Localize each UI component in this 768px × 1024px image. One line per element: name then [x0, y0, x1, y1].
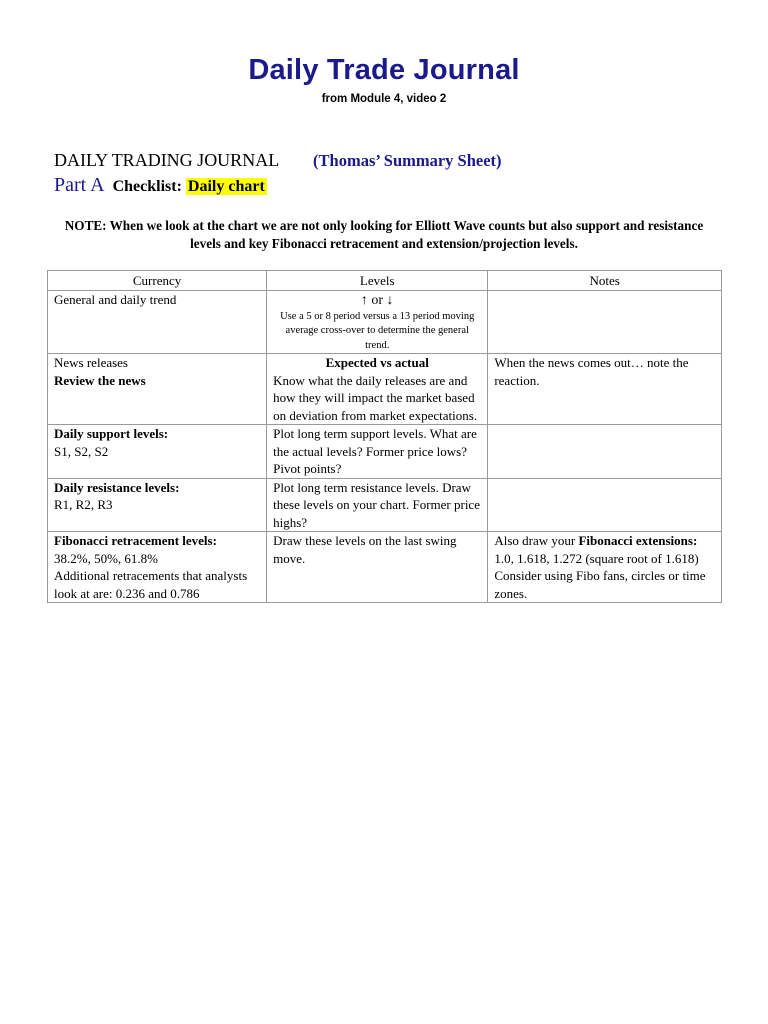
table-row — [48, 532, 722, 603]
cell-currency — [48, 532, 267, 603]
journal-table — [47, 270, 722, 603]
cell-text: Draw these levels on the last swing move. — [273, 533, 457, 566]
cell-notes — [488, 290, 722, 354]
table-row — [48, 478, 722, 532]
journal-heading — [54, 150, 502, 171]
cell-currency — [48, 290, 267, 354]
table-header-row — [48, 271, 722, 291]
page-title: Daily Trade Journal — [248, 54, 520, 86]
cell-text: Know what the daily releases are and how they will impact the market based on deviation from market expectations. — [273, 372, 478, 423]
cell-text: 38.2%, 50%, 61.8% — [54, 550, 158, 566]
cell-levels — [267, 532, 488, 603]
page-subtitle: from Module 4, video 2 — [321, 93, 447, 105]
cell-notes — [488, 532, 722, 603]
cell-text: Plot long term support levels. What are the actual levels? Former price lows? Pivot points? — [273, 426, 477, 476]
journal-heading-text: DAILY TRADING JOURNAL — [54, 150, 279, 170]
checklist-highlight: Daily chart — [187, 178, 265, 195]
header-currency: Currency — [48, 271, 267, 291]
header-levels: Levels — [267, 271, 488, 291]
cell-bold-text: Daily support levels: — [54, 426, 169, 441]
cell-currency — [48, 478, 267, 532]
moving-average-note: Use a 5 or 8 period versus a 13 period moving average cross-over to determine the general trend. — [280, 310, 475, 351]
summary-sheet-label: (Thomas’ Summary Sheet) — [313, 151, 502, 170]
header-notes: Notes — [488, 271, 722, 291]
cell-text: Also draw your — [494, 533, 576, 548]
cell-bold-text: Review the news — [54, 372, 146, 388]
note-paragraph: NOTE: When we look at the chart we are not only looking for Elliott Wave counts but also support and resistance levels and key Fibonacci retracement and extension/projection levels. — [64, 218, 704, 251]
cell-text: General and daily trend — [54, 291, 177, 307]
table-row — [48, 354, 722, 425]
expected-vs-actual-heading: Expected vs actual — [325, 355, 429, 370]
cell-notes — [488, 425, 722, 479]
cell-text: Plot long term resistance levels. Draw these levels on your chart. Former price highs? — [273, 479, 480, 530]
cell-currency — [48, 425, 267, 479]
checklist-label: Checklist: — [112, 178, 182, 195]
cell-bold-text: Daily resistance levels: — [54, 479, 180, 495]
cell-text: News releases — [54, 355, 128, 370]
cell-text: When the news comes out… note the reaction. — [494, 355, 689, 388]
cell-text: 1.0, 1.618, 1.272 (square root of 1.618) Consider using Fibo fans, circles or time zones. — [494, 550, 706, 601]
cell-levels — [267, 354, 488, 425]
cell-text: R1, R2, R3 — [54, 497, 113, 512]
cell-notes — [488, 354, 722, 425]
trend-arrows: ↑ or ↓ — [360, 292, 394, 308]
cell-levels — [267, 425, 488, 479]
cell-text: S1, S2, S2 — [54, 443, 109, 459]
cell-bold-text: Fibonacci retracement levels: — [54, 533, 217, 548]
cell-currency — [48, 354, 267, 425]
table-row — [48, 290, 722, 354]
cell-levels — [267, 290, 488, 354]
part-heading — [54, 174, 267, 197]
cell-extra-text: Additional retracements that analysts look at are: 0.236 and 0.786 — [54, 568, 248, 601]
cell-levels — [267, 478, 488, 532]
table-row — [48, 425, 722, 479]
part-label: Part A — [54, 174, 105, 196]
fibonacci-extensions-label: Fibonacci extensions: — [578, 533, 698, 548]
cell-notes — [488, 478, 722, 532]
